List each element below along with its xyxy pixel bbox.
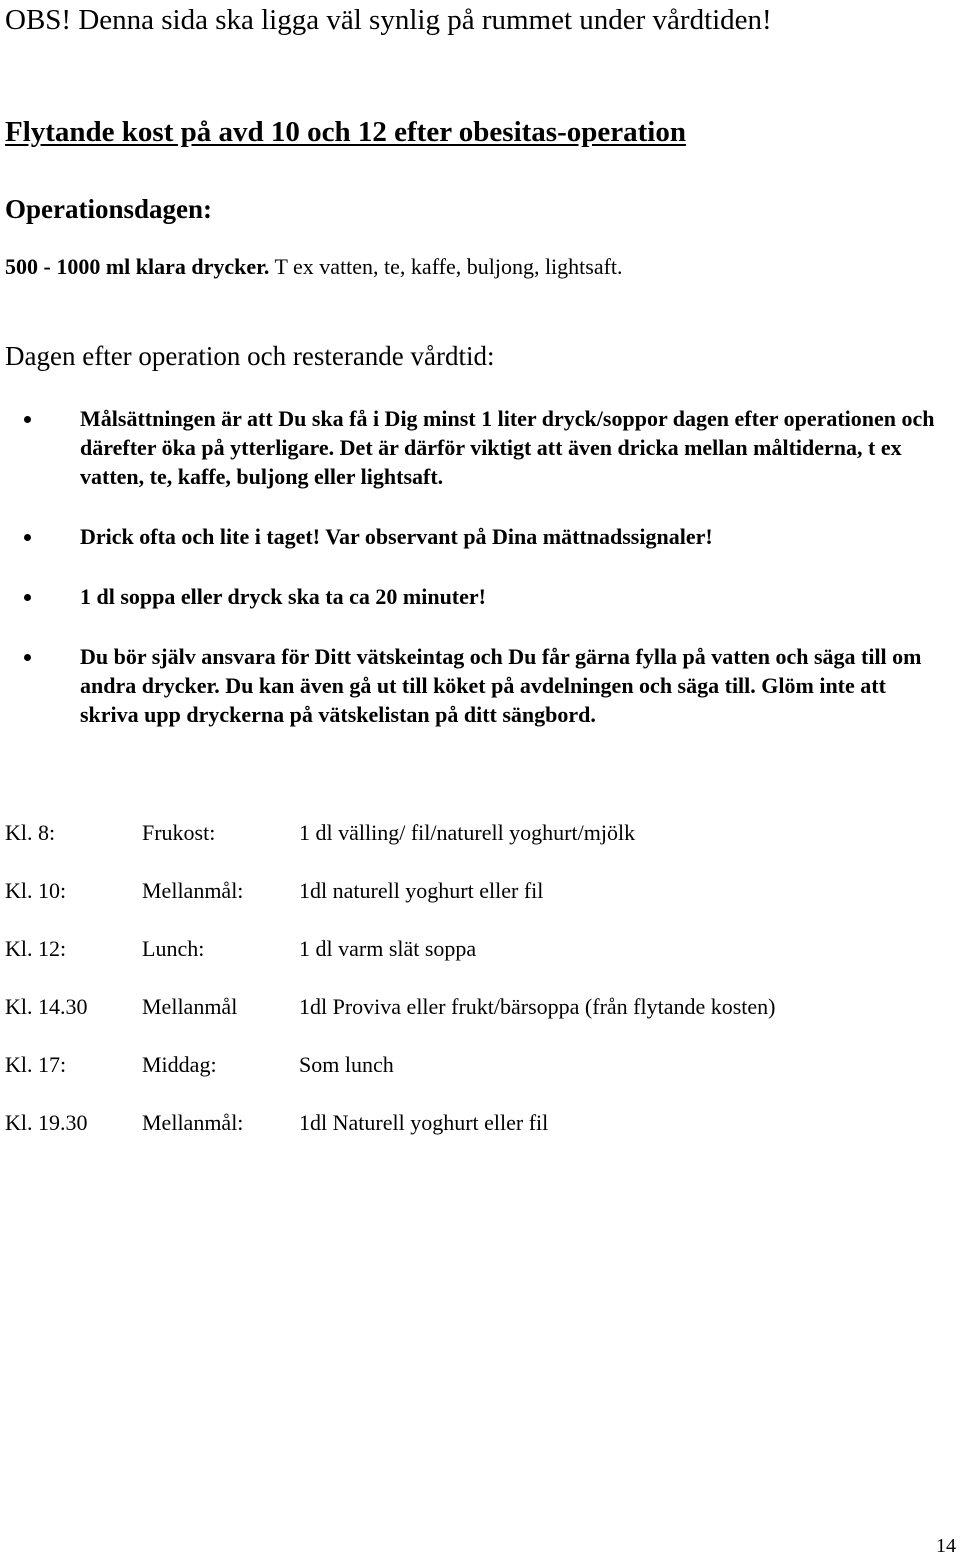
page-title: Flytande kost på avd 10 och 12 efter obesitas-operation	[5, 116, 686, 148]
schedule-row	[5, 988, 905, 1046]
day-after-heading: Dagen efter operation och resterande vårdtid:	[5, 341, 495, 371]
schedule-content: 1 dl välling/ fil/naturell yoghurt/mjölk	[299, 820, 636, 845]
operation-day-examples: T ex vatten, te, kaffe, buljong, lightsaft.	[269, 254, 623, 279]
list-item	[0, 404, 940, 491]
schedule-row	[5, 1104, 905, 1162]
schedule-content: 1 dl varm slät soppa	[299, 936, 477, 961]
schedule-row	[5, 872, 905, 930]
schedule-meal: Mellanmål:	[142, 878, 244, 903]
schedule-content: 1dl Naturell yoghurt eller fil	[299, 1110, 549, 1135]
schedule-content: Som lunch	[299, 1052, 394, 1077]
page-number: 14	[936, 1535, 956, 1557]
bullet-icon	[24, 654, 31, 661]
schedule-time: Kl. 12:	[5, 936, 67, 961]
bullet-icon	[24, 416, 31, 423]
operation-day-amount: 500 - 1000 ml klara drycker.	[5, 254, 270, 279]
schedule-row	[5, 814, 905, 872]
schedule-time: Kl. 10:	[5, 878, 67, 903]
list-item-text: Drick ofta och lite i taget! Var observant på Dina mättnadssignaler!	[80, 524, 713, 549]
schedule-meal: Mellanmål	[142, 994, 238, 1019]
schedule-time: Kl. 17:	[5, 1052, 67, 1077]
list-item	[0, 522, 940, 551]
bullet-icon	[24, 594, 31, 601]
meal-schedule	[5, 814, 905, 1162]
list-item	[0, 642, 940, 729]
bullet-icon	[24, 534, 31, 541]
instruction-list	[0, 404, 960, 760]
schedule-meal: Middag:	[142, 1052, 217, 1077]
operation-day-heading: Operationsdagen:	[5, 194, 213, 224]
notice-text: OBS! Denna sida ska ligga väl synlig på rummet under vårdtiden!	[5, 4, 772, 36]
list-item	[0, 582, 940, 611]
schedule-meal: Lunch:	[142, 936, 205, 961]
schedule-time: Kl. 19.30	[5, 1110, 88, 1135]
schedule-time: Kl. 8:	[5, 820, 56, 845]
schedule-time: Kl. 14.30	[5, 994, 88, 1019]
schedule-meal: Mellanmål:	[142, 1110, 244, 1135]
list-item-text: Du bör själv ansvara för Ditt vätskeintag och Du får gärna fylla på vatten och säga till om andra drycker. Du kan även gå ut till köket på avdelningen och säga till. Glöm inte att skriva upp dryckerna på vätskelistan på ditt sängbord.	[80, 644, 922, 727]
schedule-content: 1dl Proviva eller frukt/bärsoppa (från flytande kosten)	[299, 994, 776, 1019]
schedule-row	[5, 1046, 905, 1104]
schedule-content: 1dl naturell yoghurt eller fil	[299, 878, 544, 903]
schedule-row	[5, 930, 905, 988]
list-item-text: 1 dl soppa eller dryck ska ta ca 20 minuter!	[80, 584, 486, 609]
schedule-meal: Frukost:	[142, 820, 216, 845]
operation-day-instruction	[5, 251, 623, 283]
list-item-text: Målsättningen är att Du ska få i Dig minst 1 liter dryck/soppor dagen efter operationen och därefter öka på ytterligare. Det är därför viktigt att även dricka mellan måltiderna, t ex vatten, te, kaffe, buljong eller lightsaft.	[80, 406, 935, 489]
